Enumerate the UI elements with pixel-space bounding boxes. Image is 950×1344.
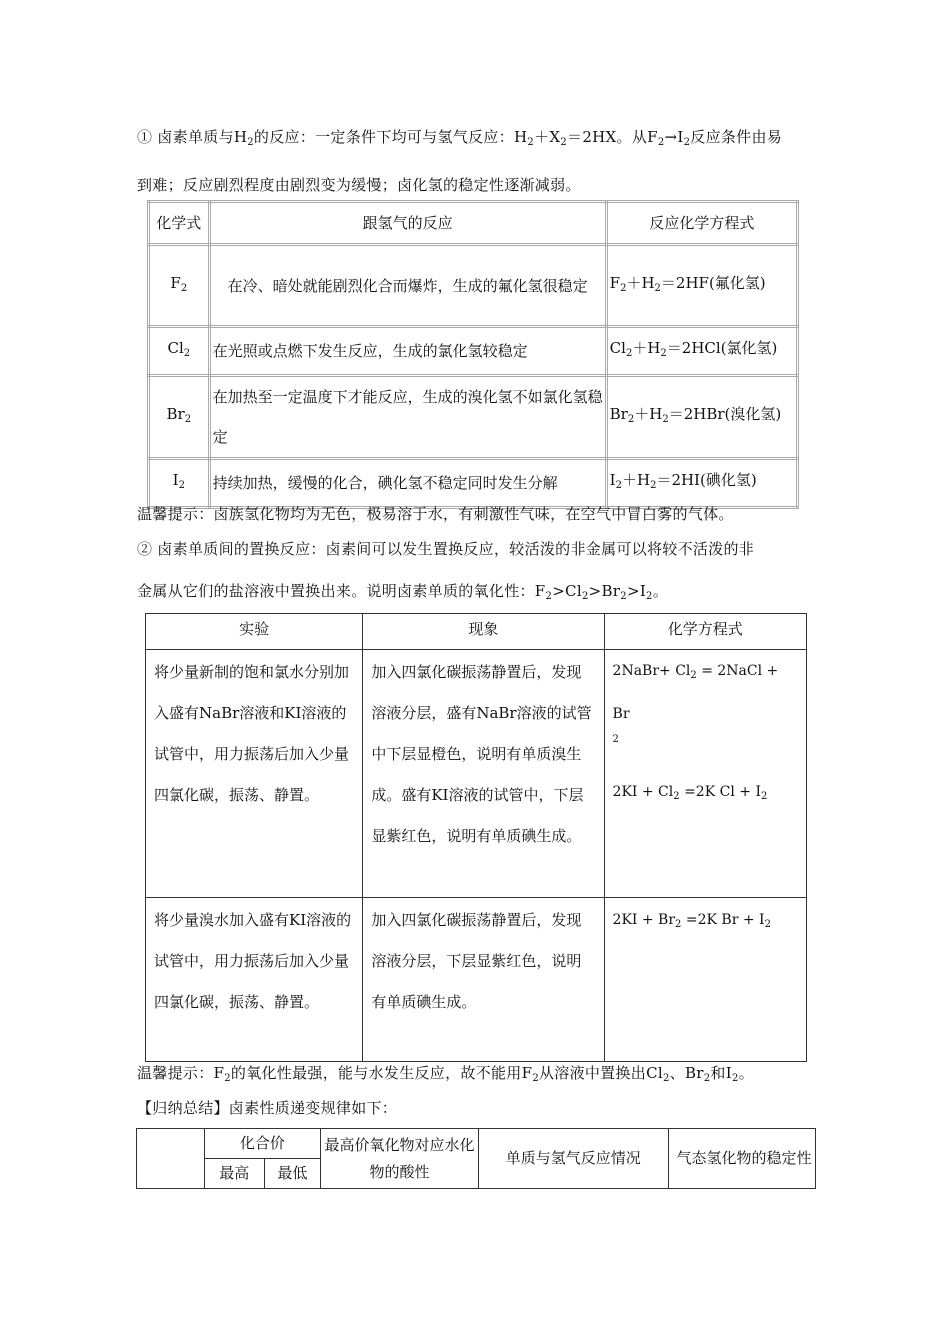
summary-heading: 【归纳总结】卤素性质递变规律如下： [137, 1099, 398, 1117]
header-lowest: 最低 [264, 1159, 320, 1189]
equation-cell: $I_2+H_2=2HI$(碘化氢) [606, 459, 797, 508]
equation-cell: $Br_2+H_2=2HBr$(溴化氢) [606, 376, 797, 459]
table-row [146, 650, 807, 898]
header-formula: 化学式 [149, 202, 210, 245]
formula-cell: $Br_2$ [149, 376, 210, 459]
header-equation: 化学方程式 [604, 614, 806, 650]
equation-cell: $Cl_2+H_2=2HCl$(氯化氢) [606, 327, 797, 376]
reaction-cell: 在加热至一定温度下才能反应，生成的溴化氢不如氯化氢稳定 [209, 376, 606, 459]
formula-cell: $I_2$ [149, 459, 210, 508]
experiment-cell: 将少量溴水加入盛有KI溶液的试管中，用力振荡后加入少量四氯化碳，振荡、静置。 [146, 898, 363, 1062]
paragraph-h2-reaction: ① 卤素单质与$H_2$的反应：一定条件下均可与氢气反应：$H_2+X_2=2HX$。从$F_2\to I_2$反应条件由易 到难；反应剧烈程度由剧烈变为缓慢；卤化氢的稳定性逐渐减弱。 [137, 128, 783, 194]
observation-cell: 加入四氯化碳振荡静置后，发现溶液分层，盛有NaBr溶液的试管中下层显橙色，说明有单质溴生成。盛有KI溶液的试管中，下层显紫红色，说明有单质碘生成。 [363, 650, 604, 898]
paragraph-displacement: ② 卤素单质间的置换反应：卤素间可以发生置换反应，较活泼的非金属可以将较不活泼的非 金属从它们的盐溶液中置换出来。说明卤素单质的氧化性：$F_2>Cl_2>Br_2>I_2$。 [137, 540, 755, 602]
header-observation: 现象 [363, 614, 604, 650]
reaction-cell: 在冷、暗处就能剧烈化合而爆炸，生成的氟化氢很稳定 [209, 245, 606, 327]
reaction-cell: 持续加热，缓慢的化合，碘化氢不稳定同时发生分解 [209, 459, 606, 508]
header-experiment: 实验 [146, 614, 363, 650]
header-equation: 反应化学方程式 [606, 202, 797, 245]
blank-corner-cell [137, 1129, 205, 1189]
experiment-cell: 将少量新制的饱和氯水分别加入盛有NaBr溶液和KI溶液的试管中，用力振荡后加入少量四氯化碳，振荡、静置。 [146, 650, 363, 898]
equation-cell: $2KI + Br_2 =2K$ $Br + I_2$ [604, 898, 806, 1062]
table-row [149, 327, 798, 376]
formula-cell: $F_2$ [149, 245, 210, 327]
header-reaction: 跟氢气的反应 [209, 202, 606, 245]
tip-hydrides: 温馨提示：卤族氢化物均为无色，极易溶于水，有刺激性气味，在空气中冒白雾的气体。 [137, 505, 734, 523]
header-acidity: 最高价氧化物对应水化物的酸性 [320, 1129, 478, 1189]
table-header-row [149, 202, 798, 245]
equation-cell: $F_2+H_2=2HF$(氟化氢) [606, 245, 797, 327]
trend-table [136, 1128, 816, 1189]
table-header-row [137, 1129, 816, 1159]
header-h2-reaction: 单质与氢气反应情况 [479, 1129, 668, 1189]
table-row [149, 245, 798, 327]
table-row [149, 376, 798, 459]
displacement-table [145, 613, 807, 1062]
equation-cell: 2NaBr+ $Cl_2$ = 2NaCl + Br $^2$ $2KI + Cl_2 =2K$ $Cl + I_2$ [604, 650, 806, 898]
header-stability: 气态氢化物的稳定性 [668, 1129, 815, 1189]
formula-cell: $Cl_2$ [149, 327, 210, 376]
tip-fluorine: 温馨提示：$F_2$的氧化性最强，能与水发生反应，故不能用$F_2$从溶液中置换出$Cl_2$、$Br_2$和$I_2$。 [137, 1064, 754, 1084]
reaction-cell: 在光照或点燃下发生反应，生成的氯化氢较稳定 [209, 327, 606, 376]
table-row [146, 898, 807, 1062]
header-valence: 化合价 [204, 1129, 320, 1159]
observation-cell: 加入四氯化碳振荡静置后，发现溶液分层，下层显紫红色，说明有单质碘生成。 [363, 898, 604, 1062]
table-header-row [146, 614, 807, 650]
halogen-hydrogen-table [147, 200, 799, 509]
header-highest: 最高 [204, 1159, 264, 1189]
